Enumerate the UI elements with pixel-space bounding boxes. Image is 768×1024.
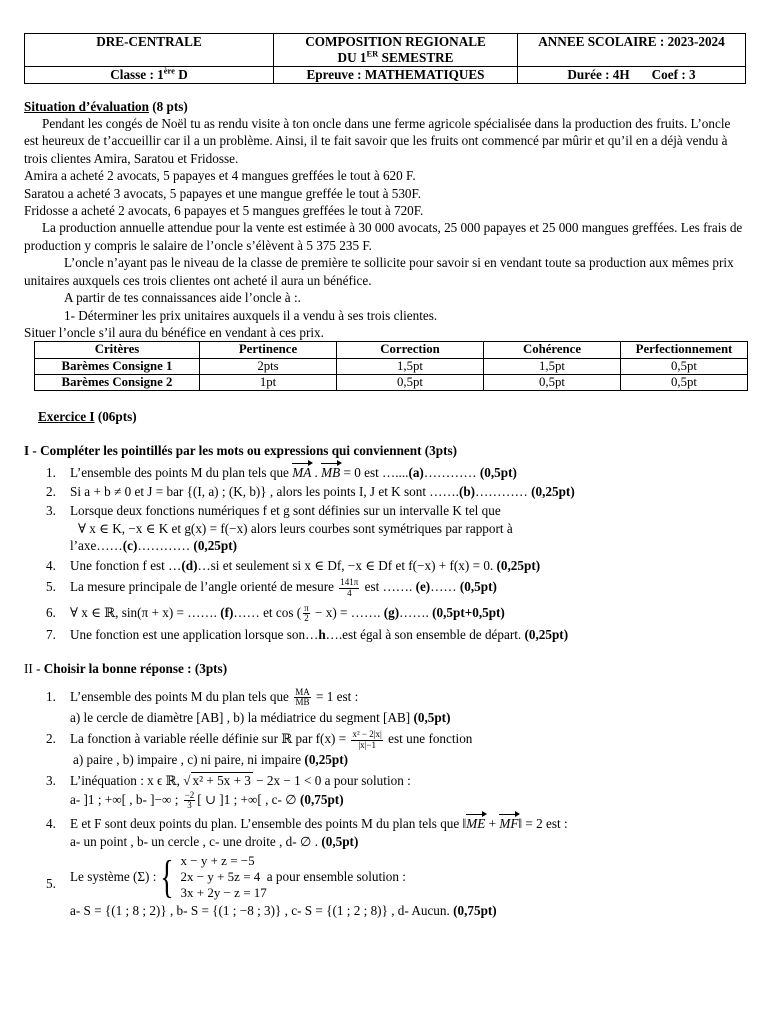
list-item (24, 688, 746, 726)
blank-label: (g) (383, 605, 400, 620)
item-points: (0,5pt) (479, 464, 517, 480)
classe-label: Classe : 1 (110, 66, 164, 82)
list-item (24, 730, 746, 768)
item-text: La mesure principale de l’angle orienté de mesure (70, 579, 338, 595)
dre-cell: DRE-CENTRALE (25, 34, 274, 67)
item-points: (0,75pt) (453, 903, 497, 919)
item-text: a pour ensemble solution : (266, 869, 406, 885)
item-text: ………… (137, 538, 194, 554)
bareme-header: Cohérence (484, 342, 621, 358)
left-brace-icon: { (160, 850, 175, 902)
answer-options: a) paire , b) impaire , c) ni paire, ni impaire (73, 751, 305, 767)
bareme-header: Pertinence (200, 342, 337, 358)
fraction (294, 688, 311, 708)
duree-coef-cell (518, 66, 746, 83)
situation-title (24, 98, 746, 115)
fraction-numerator: x² − 2|x| (352, 729, 382, 740)
fraction-denominator: 2 (304, 613, 309, 624)
part2-title (24, 660, 746, 677)
vector-mf: MF (499, 815, 519, 831)
equation: 2x − y + 5z = 4 (180, 868, 261, 884)
list-item (24, 604, 746, 624)
item-points: (0,5pt) (459, 579, 497, 595)
item-text: ∀ x ∈ K, −x ∈ K et g(x) = f(−x) alors leurs courbes sont symétriques par rapport à (78, 520, 513, 536)
bareme-header: Critères (35, 342, 200, 358)
epreuve-cell: Epreuve : MATHEMATIQUES (274, 66, 518, 83)
item-text: ∀ x ∈ ℝ, sin(π + x) = ……. (70, 605, 221, 620)
blank-label: (b) (458, 483, 476, 499)
bareme-cell: 0,5pt (621, 374, 748, 390)
fraction (303, 604, 310, 624)
fraction-denominator: MB (295, 697, 310, 708)
item-points: (0,25pt) (496, 557, 541, 573)
exam-page (24, 33, 746, 922)
equation: x − y + z = −5 (180, 852, 255, 868)
fraction-numerator: MA (295, 686, 310, 697)
answer-options: [ ∪ ]1 ; +∞[ , c- ∅ (197, 791, 300, 807)
item-text: l’axe…… (70, 538, 123, 554)
item-text: …… (430, 579, 460, 595)
situation-paragraph-3: Saratou a acheté 3 avocats, 5 papayes et une mangue greffée le tout à 530F. (24, 185, 422, 201)
item-number: 4. (46, 557, 56, 573)
blank-label: (a) (408, 464, 424, 480)
item-text: Lorsque deux fonctions numériques f et g sont définies sur un intervalle K tel que (70, 503, 501, 519)
vector-mb: MB (321, 464, 341, 480)
item-number: 3. (46, 503, 56, 519)
bareme-cell: 1,5pt (484, 358, 621, 374)
composition-sup: ER (366, 48, 379, 59)
item-number: 2. (46, 483, 56, 499)
item-number: 6. (46, 605, 56, 620)
situation-paragraph-7: A partir de tes connaissances aide l’oncle à :. (64, 290, 301, 306)
classe-letter: D (174, 66, 188, 82)
composition-du: DU 1 (337, 49, 367, 65)
item-text: Une fonction f est … (70, 557, 182, 573)
fraction (339, 578, 359, 598)
answer-options: a- un point , b- un cercle , c- une droite , d- ∅ . (70, 834, 322, 850)
list-item (24, 815, 746, 851)
item-text: est ……. (361, 579, 416, 595)
annee-cell: ANNEE SCOLAIRE : 2023-2024 (518, 34, 746, 67)
list-item (24, 626, 746, 643)
blank-label: (d) (181, 557, 198, 573)
bareme-row (35, 374, 748, 390)
item-text: La fonction à variable réelle définie sur ℝ par f(x) = (70, 731, 350, 747)
fraction-numerator: 141π (340, 577, 359, 588)
item-text: ………… (475, 483, 532, 499)
classe-cell (25, 66, 274, 83)
part2-title-text: Choisir la bonne réponse : (3pts) (43, 661, 228, 677)
item-text: − x) = ……. (311, 605, 384, 620)
item-text: est une fonction (384, 731, 473, 747)
vector-ma: MA (292, 464, 312, 480)
item-number: 2. (46, 731, 56, 747)
fraction-numerator: −2 (184, 789, 195, 800)
situation-points: (8 pts) (148, 98, 188, 114)
bareme-header-row (35, 342, 748, 358)
item-points: (0,75pt) (300, 791, 344, 807)
duree: Durée : 4H (567, 66, 630, 82)
composition-line2 (278, 50, 513, 66)
item-number: 1. (46, 688, 56, 704)
blank-label: (c) (122, 538, 138, 554)
part2-numeral: II - (24, 661, 44, 677)
answer-options: a) le cercle de diamètre [AB] , b) la médiatrice du segment [AB] (70, 709, 414, 725)
list-item: 3. L’inéquation : x ϵ ℝ, √ x² + 5x + 3 − 2x − 1 < 0 a pour solution : a- ]1 ; +∞[ , b- ]−∞ ; $\frac{-2}{3}$ [ ∪ ]1 ; +∞[ , c- ∅ (0,75pt) (46, 773, 411, 811)
fraction-denominator: |x|−1 (358, 739, 376, 750)
item-text: …… et cos ( (233, 605, 302, 620)
item-points: (0,5pt) (321, 834, 359, 850)
item-text: = 1 est : (312, 688, 359, 704)
bareme-cell: Barèmes Consigne 2 (35, 374, 200, 390)
item-text: Une fonction est une application lorsque son… (70, 626, 319, 642)
bareme-cell: 2pts (200, 358, 337, 374)
item-text: Si a + b ≠ 0 et J = bar {(I, a) ; (K, b)} , alors les points I, J et K sont ……. (70, 483, 459, 499)
fraction-denominator: 4 (347, 587, 352, 598)
bareme-cell: 1pt (200, 374, 337, 390)
composition-semestre: SEMESTRE (378, 49, 454, 65)
item-points: (0,25pt) (304, 751, 349, 767)
classe-sup: ère (163, 65, 175, 76)
bareme-row (35, 358, 748, 374)
vector-me: ME (466, 815, 486, 831)
part1-list (24, 464, 746, 644)
item-text: ‖ = 2 est : (518, 815, 568, 831)
fraction-numerator: π (304, 603, 309, 614)
item-points: (0,5pt+0,5pt) (432, 605, 505, 620)
item-text: ………… (423, 464, 480, 480)
item-points: (0,25pt) (524, 626, 569, 642)
item-text: L’inéquation : x ϵ ℝ, (70, 773, 184, 789)
list-item (24, 578, 746, 598)
item-number: 1. (46, 464, 56, 480)
item-points: (0,25pt) (193, 538, 238, 554)
item-points: (0,25pt) (531, 483, 575, 499)
item-number: 5. (46, 875, 56, 891)
situation-title-text: Situation d’évaluation (24, 98, 149, 114)
bareme-cell: 0,5pt (484, 374, 621, 390)
fraction (351, 730, 382, 750)
equation-system (181, 853, 267, 902)
exercice-title-text: Exercice I (38, 408, 95, 424)
composition-line1: COMPOSITION REGIONALE (305, 34, 486, 49)
list-item (24, 502, 746, 554)
list-item (24, 557, 746, 574)
item-text: . (311, 464, 322, 480)
situation-paragraph-9: Situer l’oncle s’il aura du bénéfice en vendant à ces prix. (24, 325, 324, 341)
bareme-cell: 1,5pt (337, 358, 484, 374)
bareme-cell: 0,5pt (621, 358, 748, 374)
situation-paragraph-5: La production annuelle attendue pour la vente est estimée à 30 000 avocats, 25 000 papayes et 25 000 mangues greffées. Les frais de production y compris le salaire de l’oncle s’élèvent à 5 375 235 F. (24, 220, 743, 253)
blank-label: (f) (220, 605, 234, 620)
exercice-title (38, 408, 746, 425)
bareme-cell: Barèmes Consigne 1 (35, 358, 200, 374)
coef: Coef : 3 (651, 66, 696, 82)
square-root: x² + 5x + 3 (192, 773, 251, 789)
item-text: L’ensemble des points M du plan tels que (70, 688, 293, 704)
item-number: 3. (46, 773, 56, 789)
situation-paragraph-6: L’oncle n’ayant pas le niveau de la classe de première te sollicite pour savoir si en vendant toute sa production aux mêmes prix unitaires auxquels ces trois clientes ont acheté il aura un bénéfice. (24, 255, 734, 288)
item-text: ……. (399, 605, 433, 620)
item-text: L’ensemble des points M du plan tels que (70, 464, 293, 480)
bareme-cell: 0,5pt (337, 374, 484, 390)
item-text: Le système (Σ) : (70, 869, 157, 885)
situation-paragraph-2: Amira a acheté 2 avocats, 5 papayes et 4 mangues greffées le tout à 620 F. (24, 168, 416, 184)
exercice-points: (06pts) (94, 408, 137, 424)
composition-cell (274, 34, 518, 67)
item-text: − 2x − 1 < 0 a pour solution : (252, 773, 411, 789)
item-text: + (485, 815, 500, 831)
item-number: 4. (46, 815, 56, 831)
item-text: E et F sont deux points du plan. L’ensemble des points M du plan tels que ‖ (70, 815, 467, 831)
list-item (24, 464, 746, 481)
bareme-header: Correction (337, 342, 484, 358)
equation: 3x + 2y − z = 17 (180, 885, 267, 901)
item-text: …si et seulement si x ∈ Df, −x ∈ Df et f(−x) + f(x) = 0. (197, 557, 497, 573)
list-item (24, 483, 746, 500)
item-text: ….est égal à son ensemble de départ. (325, 626, 525, 642)
fraction (184, 791, 196, 811)
exam-header (24, 33, 746, 84)
part2-list (24, 688, 746, 920)
answer-options: a- ]1 ; +∞[ , b- ]−∞ ; (70, 791, 182, 807)
situation-paragraph-8: 1- Déterminer les prix unitaires auxquels il a vendu à ses trois clientes. (64, 307, 438, 323)
part1-title: I - Compléter les pointillés par les mots ou expressions qui conviennent (3pts) (24, 443, 458, 459)
item-points: (0,5pt) (413, 709, 451, 725)
item-number: 7. (46, 626, 56, 642)
bareme-header: Perfectionnement (621, 342, 748, 358)
situation-paragraph-4: Fridosse a acheté 2 avocats, 6 papayes et 5 mangues greffées le tout à 720F. (24, 203, 424, 219)
blank-label: h (318, 626, 326, 642)
blank-label: (e) (415, 579, 431, 595)
list-item (24, 850, 746, 920)
bareme-table (34, 341, 748, 390)
situation-paragraph-1: Pendant les congés de Noël tu as rendu visite à ton oncle dans une ferme agricole spécialisée dans la production des fruits. L’oncle est heureux de t’accueillir car il a un problème. Ainsi, il te fait savoir que les fruits ont commencé par mûrir et qu’il en a déjà vendu à trois clientes Amira, Saratou et Fridosse. (24, 115, 731, 166)
item-text: = 0 est ….... (340, 464, 409, 480)
item-number: 5. (46, 579, 56, 595)
answer-options: a- S = {(1 ; 8 ; 2)} , b- S = {(1 ; −8 ; 3)} , c- S = {(1 ; 2 ; 8)} , d- Aucun. (70, 903, 454, 919)
system-block (70, 850, 406, 902)
fraction-denominator: 3 (187, 800, 192, 811)
